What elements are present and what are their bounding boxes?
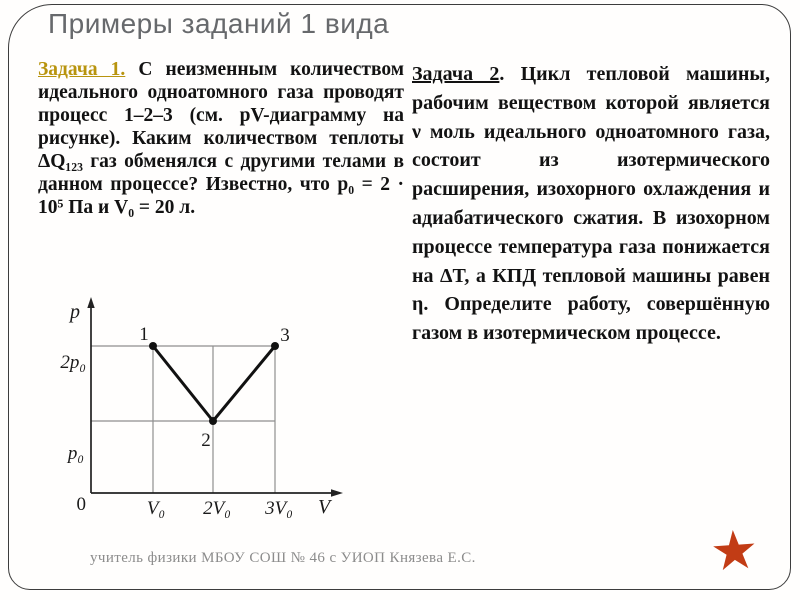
slide-title: Примеры заданий 1 вида [48, 8, 390, 39]
y-axis-arrow-icon [87, 297, 94, 308]
task2-paragraph [412, 60, 770, 348]
y-tick-p0: p₀ [67, 443, 84, 464]
pv-diagram [20, 296, 350, 524]
point-3-label: 3 [280, 325, 290, 346]
x-tick-2v0: 2V₀ [203, 498, 231, 519]
point-2 [209, 417, 217, 425]
y-axis-label: p [70, 301, 80, 323]
process-line-123 [153, 346, 275, 421]
x-tick-3v0: 3V₀ [265, 498, 293, 519]
y-tick-2p0: 2p₀ [60, 352, 86, 373]
point-1 [149, 342, 157, 350]
footer-credit: учитель физики МБОУ СОШ № 46 с УИОП Князева Е.С. [90, 550, 476, 566]
x-axis-arrow-icon [331, 489, 343, 496]
x-axis-label: V [318, 496, 331, 518]
task2-label: Задача 2 [412, 63, 500, 85]
origin-label: 0 [76, 494, 86, 515]
task1-text: С неизменным количеством идеального одноатомного газа проводят процесс 1–2–3 (см. pV-диаграмму на рисунке). Каким количеством теплоты ΔQ₁₂₃ газ обменялся с другими телами в данном процессе? Известно, что p₀ = 2 · 10⁵ Па и V₀ = 20 л. [38, 59, 405, 218]
task2-text: . Цикл тепловой машины, рабочим веществом которой является ν моль идеального одноатомного газа, состоит из изотермического расширения, изохорного охлаждения и адиабатического сжатия. В изохорном процессе температура газа понижается на ΔT, а КПД тепловой машины равен η. Определите работу, совершённую газом в изотермическом процессе. [412, 63, 770, 345]
x-tick-v0: V₀ [146, 498, 166, 519]
point-1-label: 1 [139, 324, 149, 345]
point-2-label: 2 [201, 430, 211, 451]
task1-label: Задача 1. [38, 59, 126, 80]
task1-paragraph [38, 58, 404, 219]
point-3 [271, 342, 279, 350]
star-icon: ★ [707, 519, 761, 583]
